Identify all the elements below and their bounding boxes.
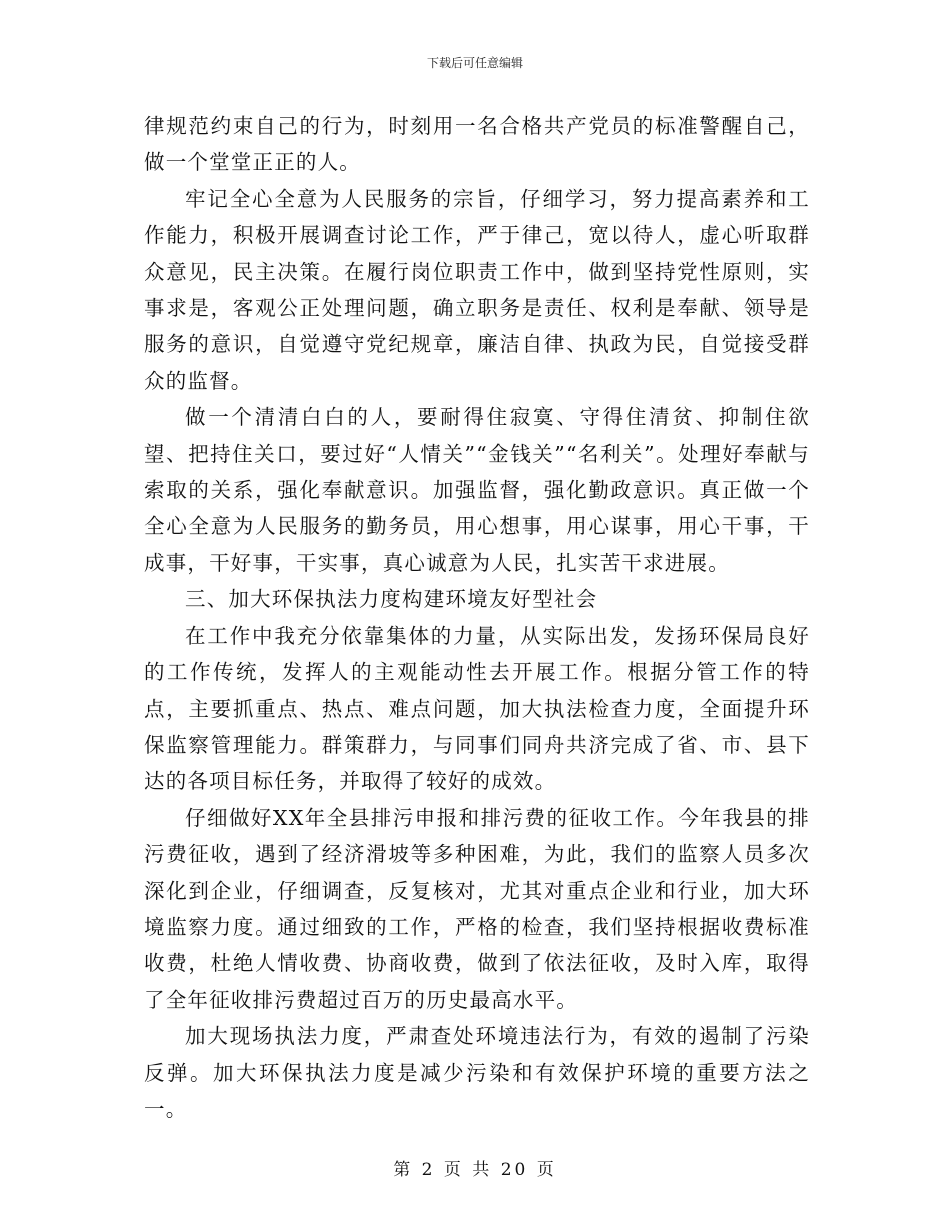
paragraph-3: 做一个清清白白的人，要耐得住寂寞、守得住清贫、抑制住欲望、把持住关口，要过好“人情关”“金钱关”“名利关”。处理好奉献与索取的关系，强化奉献意识。加强监督，强化勤政意识。真正做一个全心全意为人民服务的勤务员，用心想事，用心谋事，用心干事，干成事，干好事，干实事，真心诚意为人民，扎实苦干求进展。 bbox=[144, 405, 810, 575]
paragraph-5: 仔细做好XX年全县排污申报和排污费的征收工作。今年我县的排污费征收，遇到了经济滑坡等多种困难，为此，我们的监察人员多次深化到企业，仔细调查，反复核对，尤其对重点企业和行业，加大环境监察力度。通过细致的工作，严格的检查，我们坚持根据收费标准收费，杜绝人情收费、协商收费，做到了依法征收，及时入库，取得了全年征收排污费超过百万的历史最高水平。 bbox=[144, 805, 810, 1012]
document-body bbox=[144, 108, 810, 1127]
page-number: 第 2 页 共 20 页 bbox=[393, 1160, 557, 1180]
paragraph-2: 牢记全心全意为人民服务的宗旨，仔细学习，努力提高素养和工作能力，积极开展调查讨论工作，严于律己，宽以待人，虚心听取群众意见，民主决策。在履行岗位职责工作中，做到坚持党性原则，实事求是，客观公正处理问题，确立职务是责任、权利是奉献、领导是服务的意识，自觉遵守党纪规章，廉洁自律、执政为民，自觉接受群众的监督。 bbox=[144, 186, 810, 393]
paragraph-1: 律规范约束自己的行为，时刻用一名合格共产党员的标准警醒自己，做一个堂堂正正的人。 bbox=[144, 114, 810, 175]
page-header-note: 下载后可任意编辑 bbox=[426, 56, 523, 70]
section-heading: 三、加大环保执法力度构建环境友好型社会 bbox=[185, 587, 598, 612]
paragraph-4: 在工作中我充分依靠集体的力量，从实际出发，发扬环保局良好的工作传统，发挥人的主观能动性去开展工作。根据分管工作的特点，主要抓重点、热点、难点问题，加大执法检查力度，全面提升环保监察管理能力。群策群力，与同事们同舟共济完成了省、市、县下达的各项目标任务，并取得了较好的成效。 bbox=[144, 623, 810, 794]
paragraph-6: 加大现场执法力度，严肃查处环境违法行为，有效的遏制了污染反弹。加大环保执法力度是减少污染和有效保护环境的重要方法之一。 bbox=[144, 1024, 810, 1121]
